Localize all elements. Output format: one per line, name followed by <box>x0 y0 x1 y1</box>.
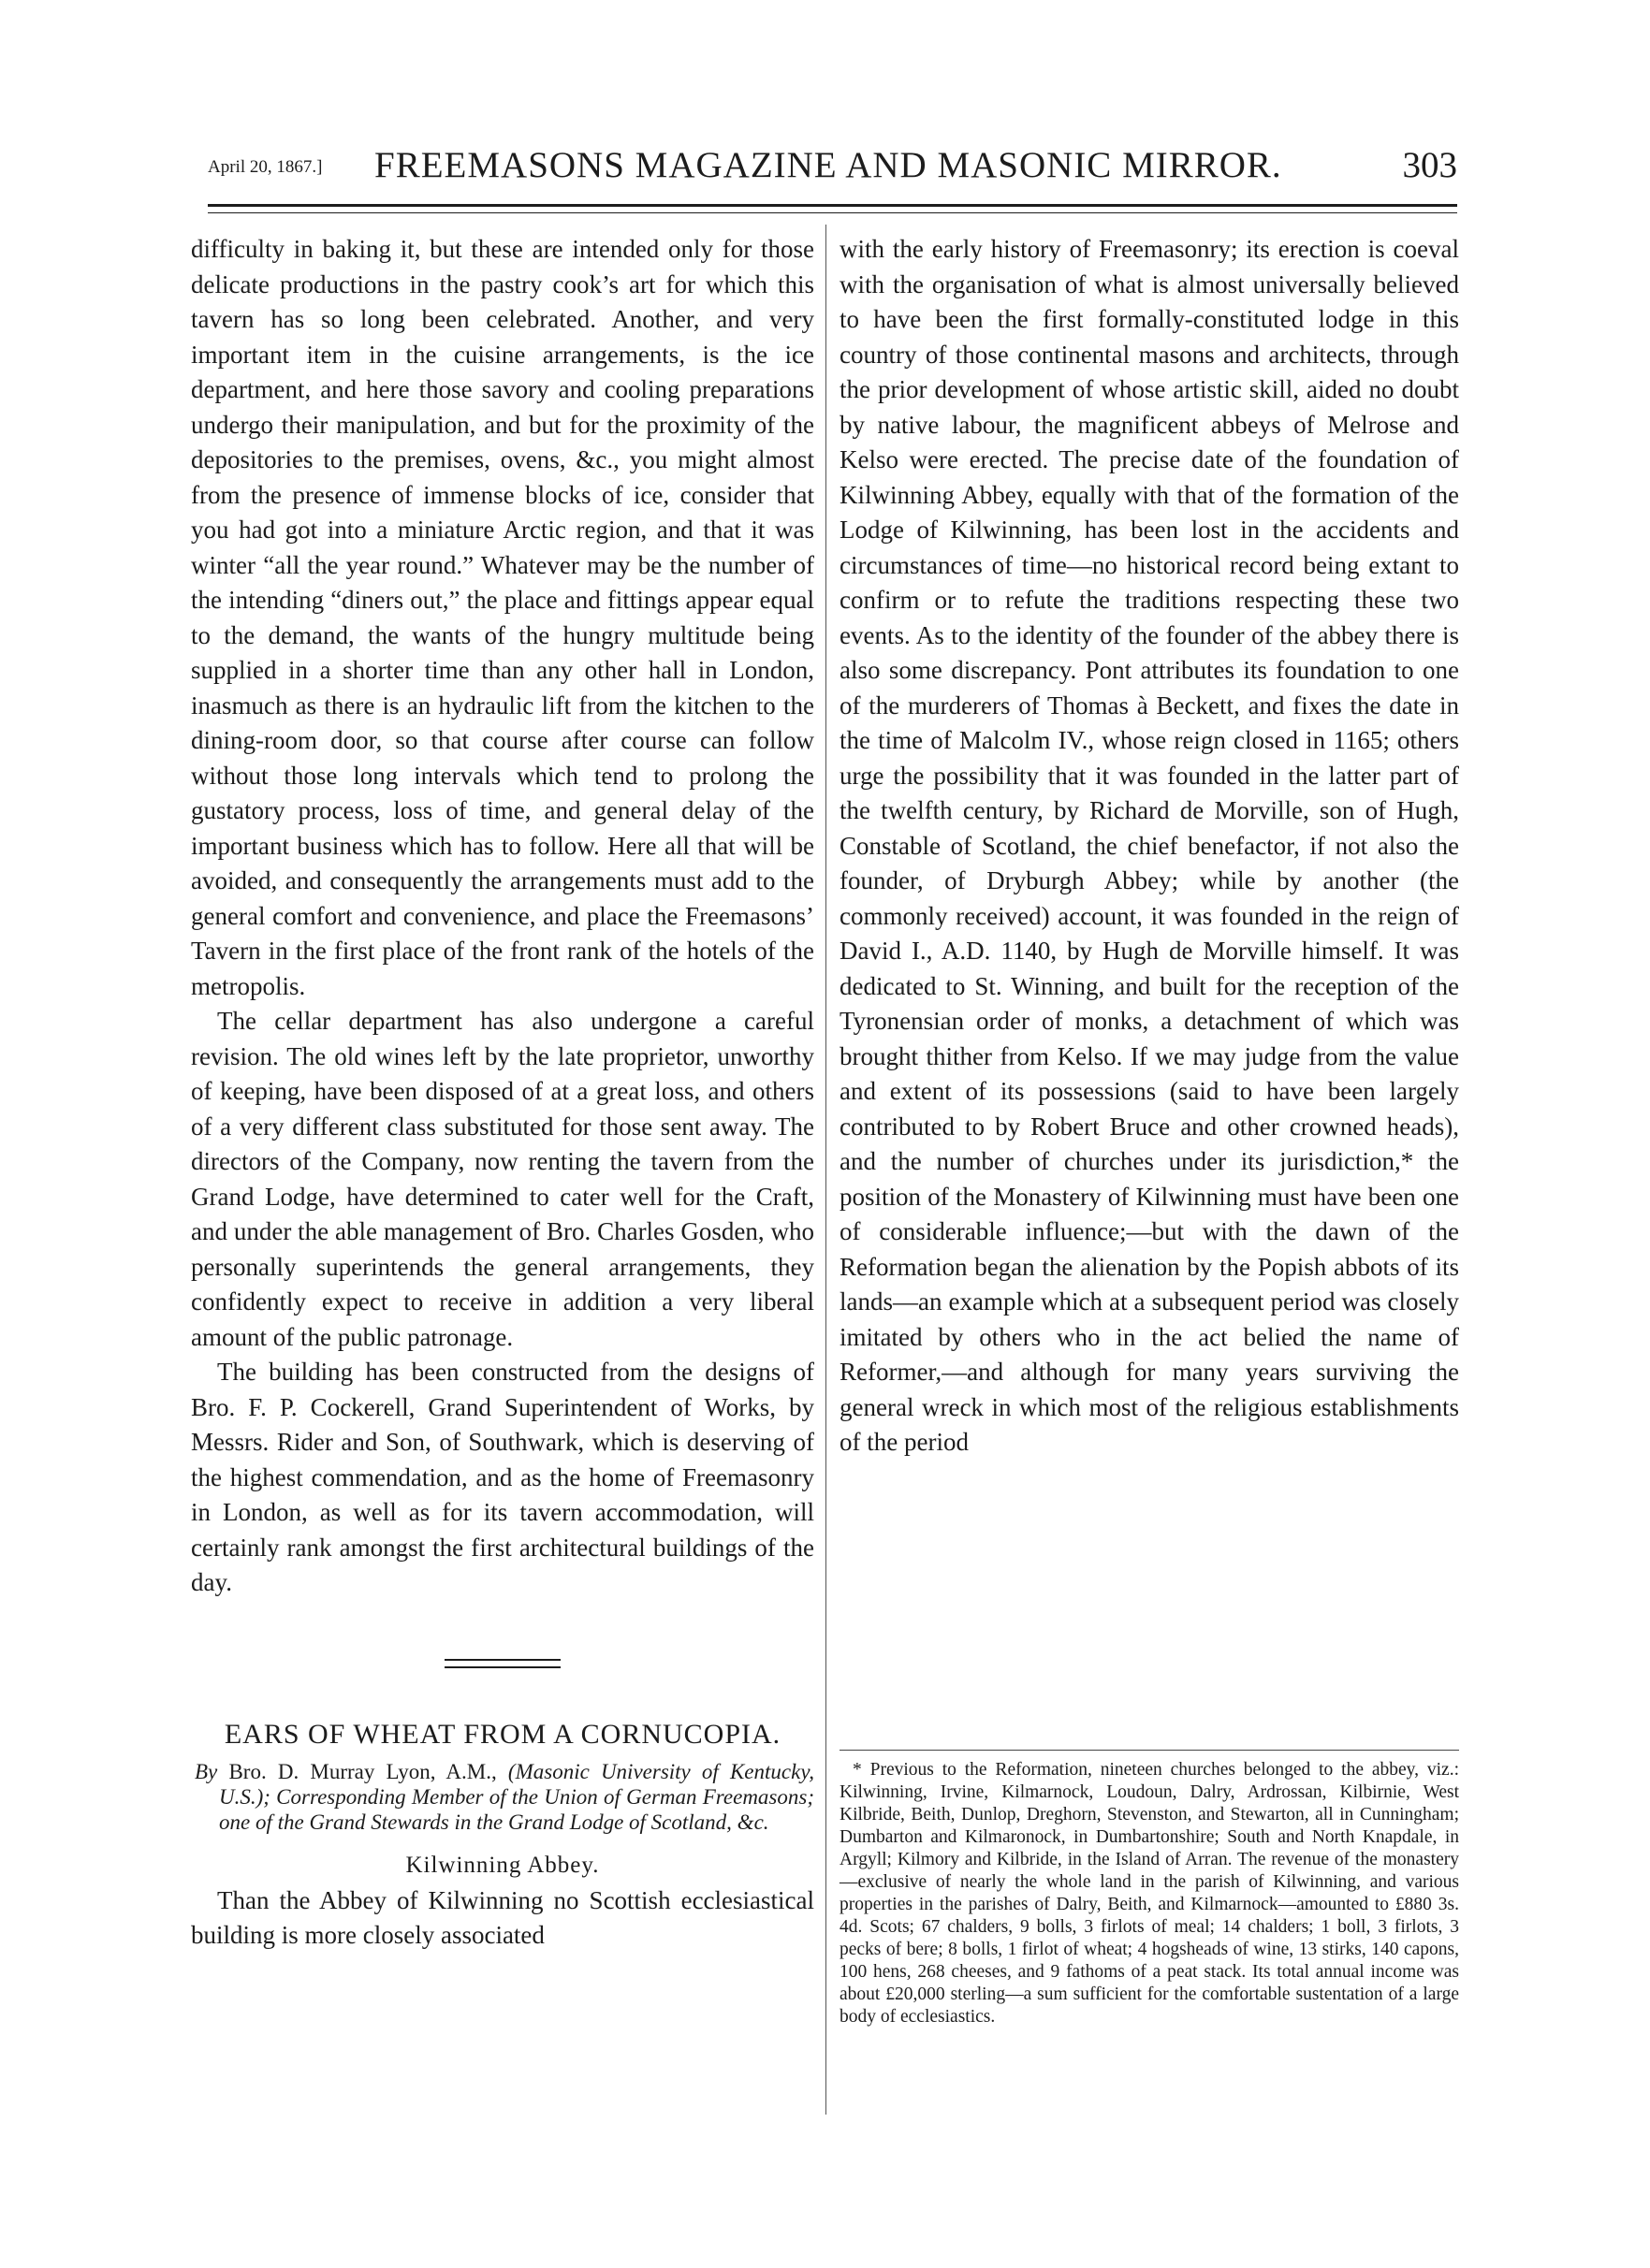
page-number: 303 <box>1402 145 1457 185</box>
right-column <box>840 232 1459 1461</box>
section-separator <box>445 1659 561 1668</box>
left-column <box>191 232 814 1954</box>
article-subtitle: Kilwinning Abbey. <box>405 1853 600 1878</box>
paragraph-cellar: The cellar department has also undergone a careful revision. The old wines left by the late proprietor, unworthy of keeping, have been disposed of at a great loss, and others of a very different class substituted for those sent away. The directors of the Company, now renting the tavern from the Grand Lodge, have determined to cater well for the Craft, and under the able management of Bro. Charles Gosden, who personally superintends the general arrangements, they confidently expect to receive in addition a very liberal amount of the public patronage. <box>191 1007 814 1351</box>
paragraph-continued: difficulty in baking it, but these are intended only for those delicate productions in the pastry cook’s art for which this tavern has so long been celebrated. Another, and very important item in the cuisine arrangements, is the ice department, and here those savory and cooling preparations undergo their manipulation, and but for the proximity of the depositories to the premises, ovens, &c., you might almost from the presence of immense blocks of ice, consider that you had got into a miniature Arctic region, and that it was winter “all the year round.” Whatever may be the number of the intending “diners out,” the place and fittings appear equal to the demand, the wants of the hungry multitude being supplied in a shorter time than any other hall in London, inasmuch as there is an hydraulic lift from the kitchen to the dining-room door, so that course after course can follow without those long intervals which tend to prolong the gustatory process, loss of time, and general delay of the important business which has to follow. Here all that will be avoided, and consequently the arrangements must add to the general comfort and convenience, and place the Freemasons’ Tavern in the first place of the front rank of the hotels of the metropolis. <box>191 235 814 1000</box>
footnote-text: * Previous to the Reformation, nineteen churches belonged to the abbey, viz.: Kilwinning, Irvine, Kilmarnock, Loudoun, Dalry, Ardrossan, Kilbirnie, West Kilbride, Beith, Dunlop, Dreghorn, Stevenston, and Stewarton, all in Cunningham; Dumbarton and Kilmaronock, in Dumbartonshire; South and North Knapdale, in Argyll; Kilmory and Kilbride, in the Island of Arran. The revenue of the monastery—exclusive of nearly the whole land in the parish of Kilwinning, and various properties in the parishes of Dalry, Beith, and Kilmarnock—amounted to £880 3s. 4d. Scots; 67 chalders, 9 bolls, 3 firlots of meal; 14 chalders; 1 boll, 3 firlots, 3 pecks of bere; 8 bolls, 1 firlot of wheat; 4 hogsheads of wine, 13 stirks, 140 capons, 100 hens, 268 cheeses, and 9 fathoms of a peat stack. Its total annual income was about £20,000 sterling—a sum sufficient for the comfortable sustentation of a large body of ecclesiastics. <box>840 1760 1459 2027</box>
header-rule-thin <box>208 212 1457 213</box>
article-byline <box>191 1759 814 1835</box>
column-divider <box>825 225 826 2115</box>
article-body-text: with the early history of Freemasonry; its erection is coeval with the organisation of what is almost universally believed to have been the first formally-constituted lodge in this country of those continental masons and architects, through the prior development of whose artistic skill, aided no doubt by native labour, the magnificent abbeys of Melrose and Kelso were erected. The precise date of the foundation of Kilwinning Abbey, equally with that of the formation of the Lodge of Kilwinning, has been lost in the accidents and circumstances of time—no historical record being extant to confirm or to refute the traditions respecting these two events. As to the identity of the founder of the abbey there is also some discrepancy. Pont attributes its foundation to one of the murderers of Thomas à Beckett, and fixes the date in the time of Malcolm IV., whose reign closed in 1165; others urge the possibility that it was founded in the latter part of the twelfth century, by Richard de Morville, son of Hugh, Constable of Scotland, the chief benefactor, if not also the founder, of Dryburgh Abbey; while by another (the commonly received) account, it was founded in the reign of David I., A.D. 1140, by Hugh de Morville himself. It was dedicated to St. Winning, and built for the reception of the Tyronensian order of monks, a detachment of which was brought thither from Kelso. If we may judge from the value and extent of its possessions (said to have been largely contributed to by Robert Bruce and other crowned heads), and the number of churches under its jurisdiction,* the position of the Monastery of Kilwinning must have been one of considerable influence;—but with the dawn of the Reformation began the alienation by the Popish abbots of its lands—an example which at a subsequent period was closely imitated by others who in the act belied the name of Reformer,—and although for many years surviving the general wreck in which most of the religious establishments of the period <box>840 235 1459 1456</box>
byline-affiliations: (Masonic University of Kentucky, U.S.); Corresponding Member of the Union of German Freemasons; one of the Grand Stewards in the Grand Lodge of Scotland, &c. <box>219 1760 815 1834</box>
page-header <box>208 140 1457 185</box>
article-opening: Than the Abbey of Kilwinning no Scottish ecclesiastical building is more closely associated <box>191 1885 814 1949</box>
issue-date: April 20, 1867.] <box>208 157 323 177</box>
article-title: EARS OF WHEAT FROM A CORNUCOPIA. <box>224 1718 781 1750</box>
footnote <box>840 1759 1459 2028</box>
header-rule-thick <box>208 204 1457 207</box>
byline-by: By <box>195 1760 218 1783</box>
paragraph-building: The building has been constructed from the designs of Bro. F. P. Cockerell, Grand Superintendent of Works, by Messrs. Rider and Son, of Southwark, which is deserving of the highest commendation, and as the home of Freemasonry in London, as well as for its tavern accommodation, will certainly rank amongst the first architectural buildings of the day. <box>191 1358 814 1596</box>
magazine-title: FREEMASONS MAGAZINE AND MASONIC MIRROR. <box>374 145 1282 185</box>
byline-author: Bro. D. Murray Lyon, A.M., <box>228 1760 497 1783</box>
footnote-rule <box>840 1750 1459 1751</box>
